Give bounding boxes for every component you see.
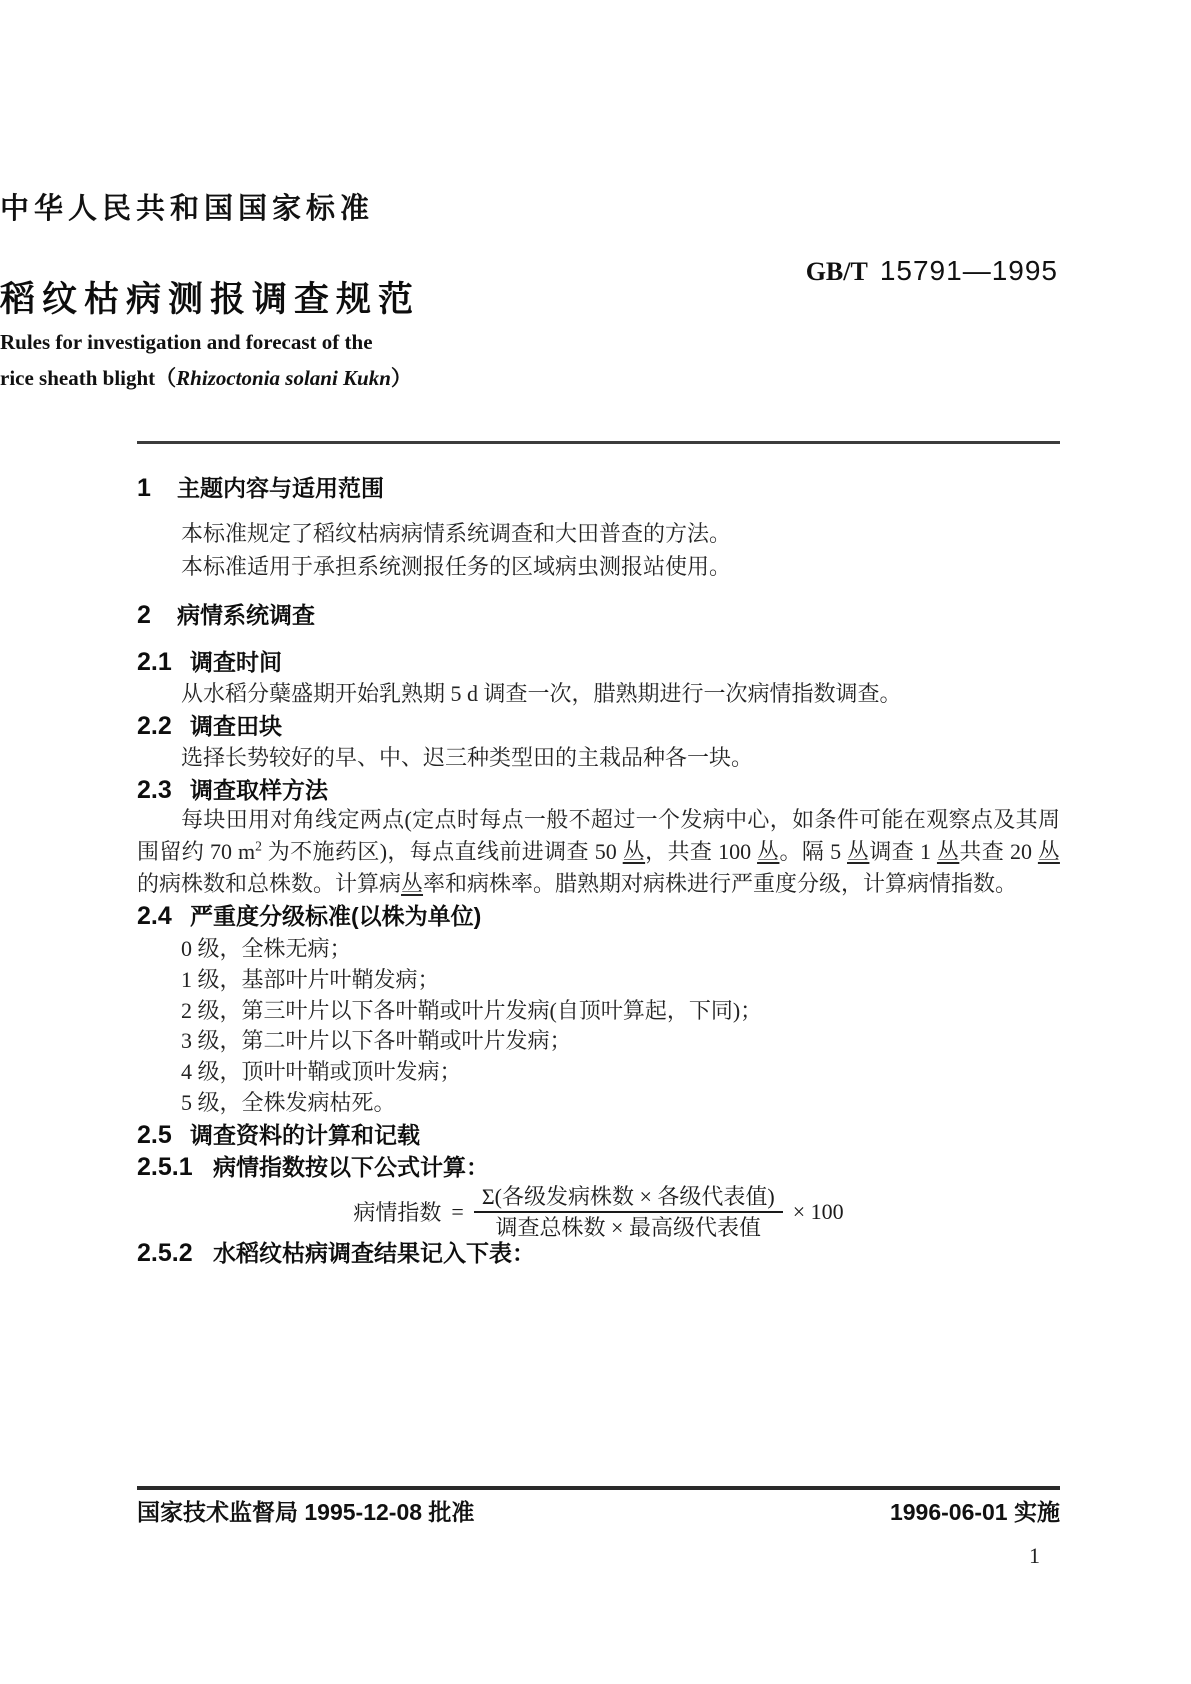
national-standard-label: 中华人民共和国国家标准 xyxy=(0,193,375,225)
section-2-1-heading xyxy=(137,646,1060,678)
severity-level-item-0: 0 级，全株无病； xyxy=(181,936,352,961)
section-title: 水稻纹枯病调查结果记入下表： xyxy=(213,1239,535,1266)
severity-level-list xyxy=(137,934,1060,1119)
section-1-paragraph-1: 本标准规定了稻纹枯病病情系统调查和大田普查的方法。 xyxy=(181,521,732,546)
formula-multiplier: × 100 xyxy=(792,1198,844,1224)
formula-numerator: Σ(各级发病株数 × 各级代表值) xyxy=(474,1185,783,1213)
formula-equals-sign: = xyxy=(451,1198,464,1224)
section-2-1-paragraph: 从水稻分蘖盛期开始乳熟期 5 d 调查一次，腊熟期进行一次病情指数调查。 xyxy=(181,681,902,706)
severity-level-item-1: 1 级，基部叶片叶鞘发病； xyxy=(181,966,440,992)
section-2-4-heading xyxy=(137,900,1060,932)
latin-species-name: Rhizoctonia solani Kukn xyxy=(176,366,391,390)
approval-authority-date: 国家技术监督局 1995-12-08 批准 xyxy=(137,1499,475,1525)
section-2-2-heading xyxy=(137,710,1060,742)
document-title-chinese: 稻纹枯病测报调查规范 xyxy=(0,280,421,319)
section-title: 调查取样方法 xyxy=(190,777,328,803)
implementation-date: 1996-06-01 实施 xyxy=(889,1499,1060,1525)
section-title: 调查时间 xyxy=(190,649,282,675)
footer-divider-rule xyxy=(137,1486,1060,1490)
formula-denominator: 调查总株数 × 最高级代表值 xyxy=(495,1214,761,1240)
section-2-heading xyxy=(137,599,1060,632)
section-number: 2.4 xyxy=(137,902,172,930)
section-number: 2.3 xyxy=(137,776,172,804)
section-title: 调查田块 xyxy=(190,713,282,739)
section-number: 2.5 xyxy=(137,1120,172,1149)
section-number: 2.1 xyxy=(137,648,172,676)
section-number: 2 xyxy=(137,601,151,629)
document-body xyxy=(137,444,1060,1269)
standard-code-prefix: GB/T xyxy=(805,257,868,286)
title-en-pre: rice sheath blight（ xyxy=(0,366,177,390)
standard-code-number: 15791—1995 xyxy=(879,255,1058,286)
disease-index-formula xyxy=(137,1185,1060,1239)
section-title: 病情指数按以下公式计算： xyxy=(213,1153,489,1180)
document-title-english-line1: Rules for investigation and forecast of the xyxy=(0,330,373,354)
severity-level-item-5: 5 级，全株发病枯死。 xyxy=(181,1089,396,1115)
section-number: 2.5.2 xyxy=(137,1238,193,1267)
section-number: 1 xyxy=(137,474,151,502)
section-title: 严重度分级标准(以株为单位) xyxy=(190,903,482,929)
section-2-2-paragraph: 选择长势较好的早、中、迟三种类型田的主栽品种各一块。 xyxy=(181,745,754,770)
severity-level-item-4: 4 级，顶叶叶鞘或顶叶发病； xyxy=(181,1059,462,1085)
page-number: 1 xyxy=(1029,1543,1040,1568)
section-title: 病情系统调查 xyxy=(177,602,315,628)
section-number: 2.5.1 xyxy=(137,1152,193,1181)
section-1-heading xyxy=(137,472,1060,505)
severity-level-item-2: 2 级，第三叶片以下各叶鞘或叶片发病(自顶叶算起，下同)； xyxy=(181,997,763,1023)
footer xyxy=(137,1500,1060,1524)
section-2-5-2-heading xyxy=(137,1237,1060,1269)
section-1-paragraph-2: 本标准适用于承担系统测报任务的区域病虫测报站使用。 xyxy=(181,554,732,579)
document-title-english-line2 xyxy=(0,362,1191,392)
formula-lhs: 病情指数 xyxy=(353,1200,442,1226)
section-title: 主题内容与适用范围 xyxy=(177,475,384,501)
formula-fraction xyxy=(474,1185,783,1239)
section-number: 2.2 xyxy=(137,712,172,740)
severity-level-item-3: 3 级，第二叶片以下各叶鞘或叶片发病； xyxy=(181,1028,572,1054)
section-title: 调查资料的计算和记载 xyxy=(190,1121,420,1148)
section-2-3-paragraph: 每块田用对角线定两点(定点时每点一般不超过一个发病中心，如条件可能在观察点及其周围留约 70 $m^2$ 为不施药区)，每点直线前进调查 50 丛，共查 100 丛。隔 5 丛调查 1 丛共查 20 丛的病株数和总株数。计算病丛率和病株率。腊熟期对病株进行严重度分级，计算病情指数。 xyxy=(137,807,1060,896)
title-en-post: ） xyxy=(390,366,412,390)
section-2-3-heading xyxy=(137,774,1060,806)
section-2-5-1-heading xyxy=(137,1151,1060,1183)
section-2-5-heading xyxy=(137,1119,1060,1151)
